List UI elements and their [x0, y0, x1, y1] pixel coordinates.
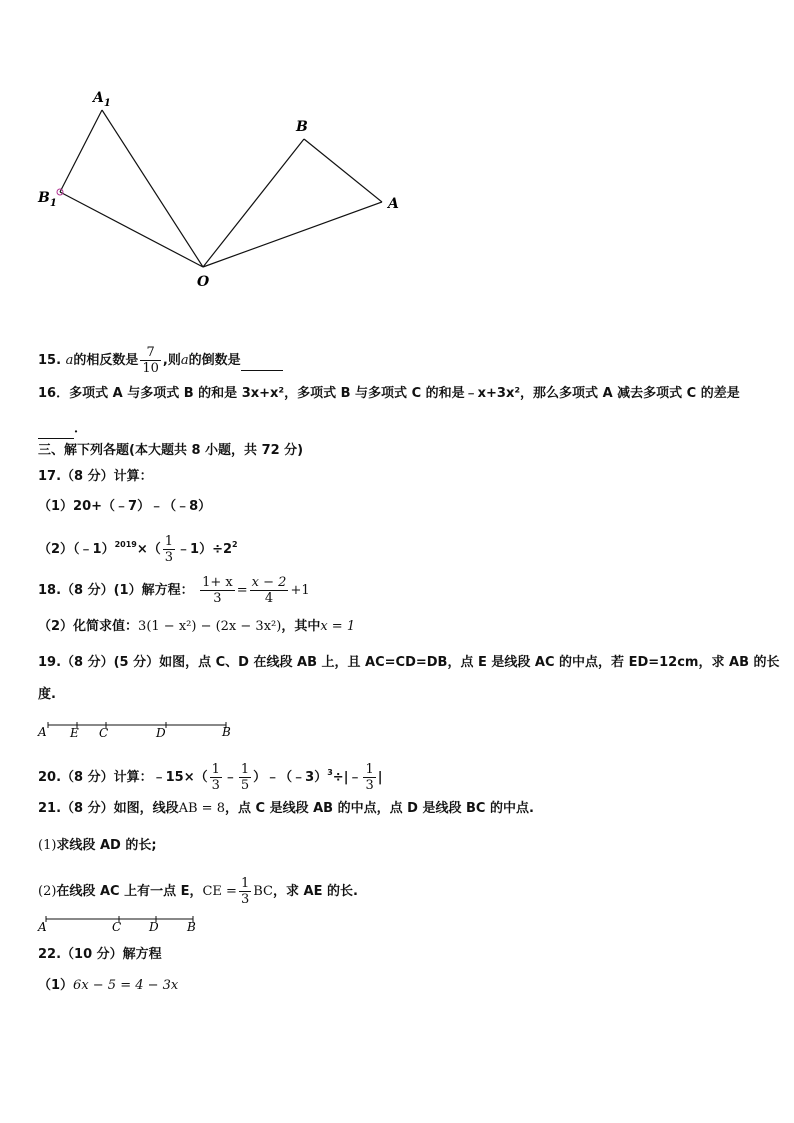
seg-label-b: B — [187, 920, 196, 934]
label-a1: $A_1$ — [93, 90, 111, 109]
segment-o-b — [203, 139, 304, 267]
segment-figure-q19 — [36, 716, 241, 740]
seg-label-a: A — [38, 725, 47, 739]
question-17-title: 17.（8 分）计算： — [38, 469, 153, 484]
rotation-figure — [30, 80, 430, 295]
question-21-line1: 21.（8 分）如图，线段AB = 8，点 C 是线段 AB 的中点，点 D 是线段 BC 的中点. — [38, 801, 534, 816]
label-a: A — [388, 196, 399, 212]
seg-label-d: D — [156, 726, 166, 740]
question-21-part1: (1)求线段 AD 的长; — [38, 838, 157, 853]
question-17-part1: （1）20+（﹣7）﹣（﹣8） — [38, 499, 212, 514]
question-20: 20.（8 分）计算：﹣15×（ $\frac{1}{3}$ ﹣ $\frac{1}{5}$ ）﹣（﹣3）$^3$÷|﹣ $\frac{1}{3}$ | — [38, 762, 383, 793]
seg-label-d: D — [149, 920, 159, 934]
question-15: 15. a的相反数是 $\frac{7}{10}$ ,则a的倒数是 — [38, 345, 283, 376]
segment-a1-o — [102, 110, 203, 267]
seg-label-c: C — [112, 920, 122, 934]
question-16: 16．多项式 A 与多项式 B 的和是 3x+x²，多项式 B 与多项式 C 的和是﹣x+3x²，那么多项式 A 减去多项式 C 的差是 — [38, 386, 740, 401]
question-19-line2: 度. — [38, 687, 56, 702]
answer-blank — [38, 420, 74, 439]
question-18-part2: （2）化简求值：3(1 − x²) − (2x − 3x²)，其中x = 1 — [38, 619, 356, 634]
question-17-part2: （2）（﹣1）$^{2019}$×（ $\frac{1}{3}$ $﹣1)\div 2^2$ — [38, 534, 238, 565]
question-19-line1: 19.（8 分）(5 分）如图，点 C、D 在线段 AB 上，且 AC=CD=DB，点 E 是线段 AC 的中点，若 ED=12cm，求 AB 的长 — [38, 655, 780, 670]
segment-b1-o — [60, 192, 203, 267]
question-21-part2: (2)在线段 AC 上有一点 E，CE = $\frac{1}{3}$ BC，求 AE 的长. — [38, 876, 358, 907]
segment-b-a — [304, 139, 382, 202]
label-b1: $B_1$ — [38, 190, 57, 209]
question-18-part1: 18.（8 分）(1）解方程： $\frac{1+ x}{3}$ = $\frac{x - 2}{4}$ +1 — [38, 575, 310, 606]
label-o: O — [197, 274, 210, 290]
answer-blank — [241, 352, 283, 371]
segment-o-a — [203, 202, 382, 267]
section-title: 三、解下列各题(本大题共 8 小题，共 72 分) — [38, 443, 304, 458]
question-16-blank: ． — [38, 420, 87, 439]
question-22-part1: （1）6x − 5 = 4 − 3x — [38, 978, 179, 993]
label-b: B — [296, 119, 308, 135]
question-22-title: 22.（10 分）解方程 — [38, 947, 162, 962]
seg-label-e: E — [70, 726, 79, 740]
seg-label-b: B — [222, 725, 231, 739]
segment-figure-q21 — [36, 910, 206, 934]
seg-label-c: C — [99, 726, 109, 740]
segment-b1-a1 — [60, 110, 102, 192]
seg-label-a: A — [38, 920, 47, 934]
